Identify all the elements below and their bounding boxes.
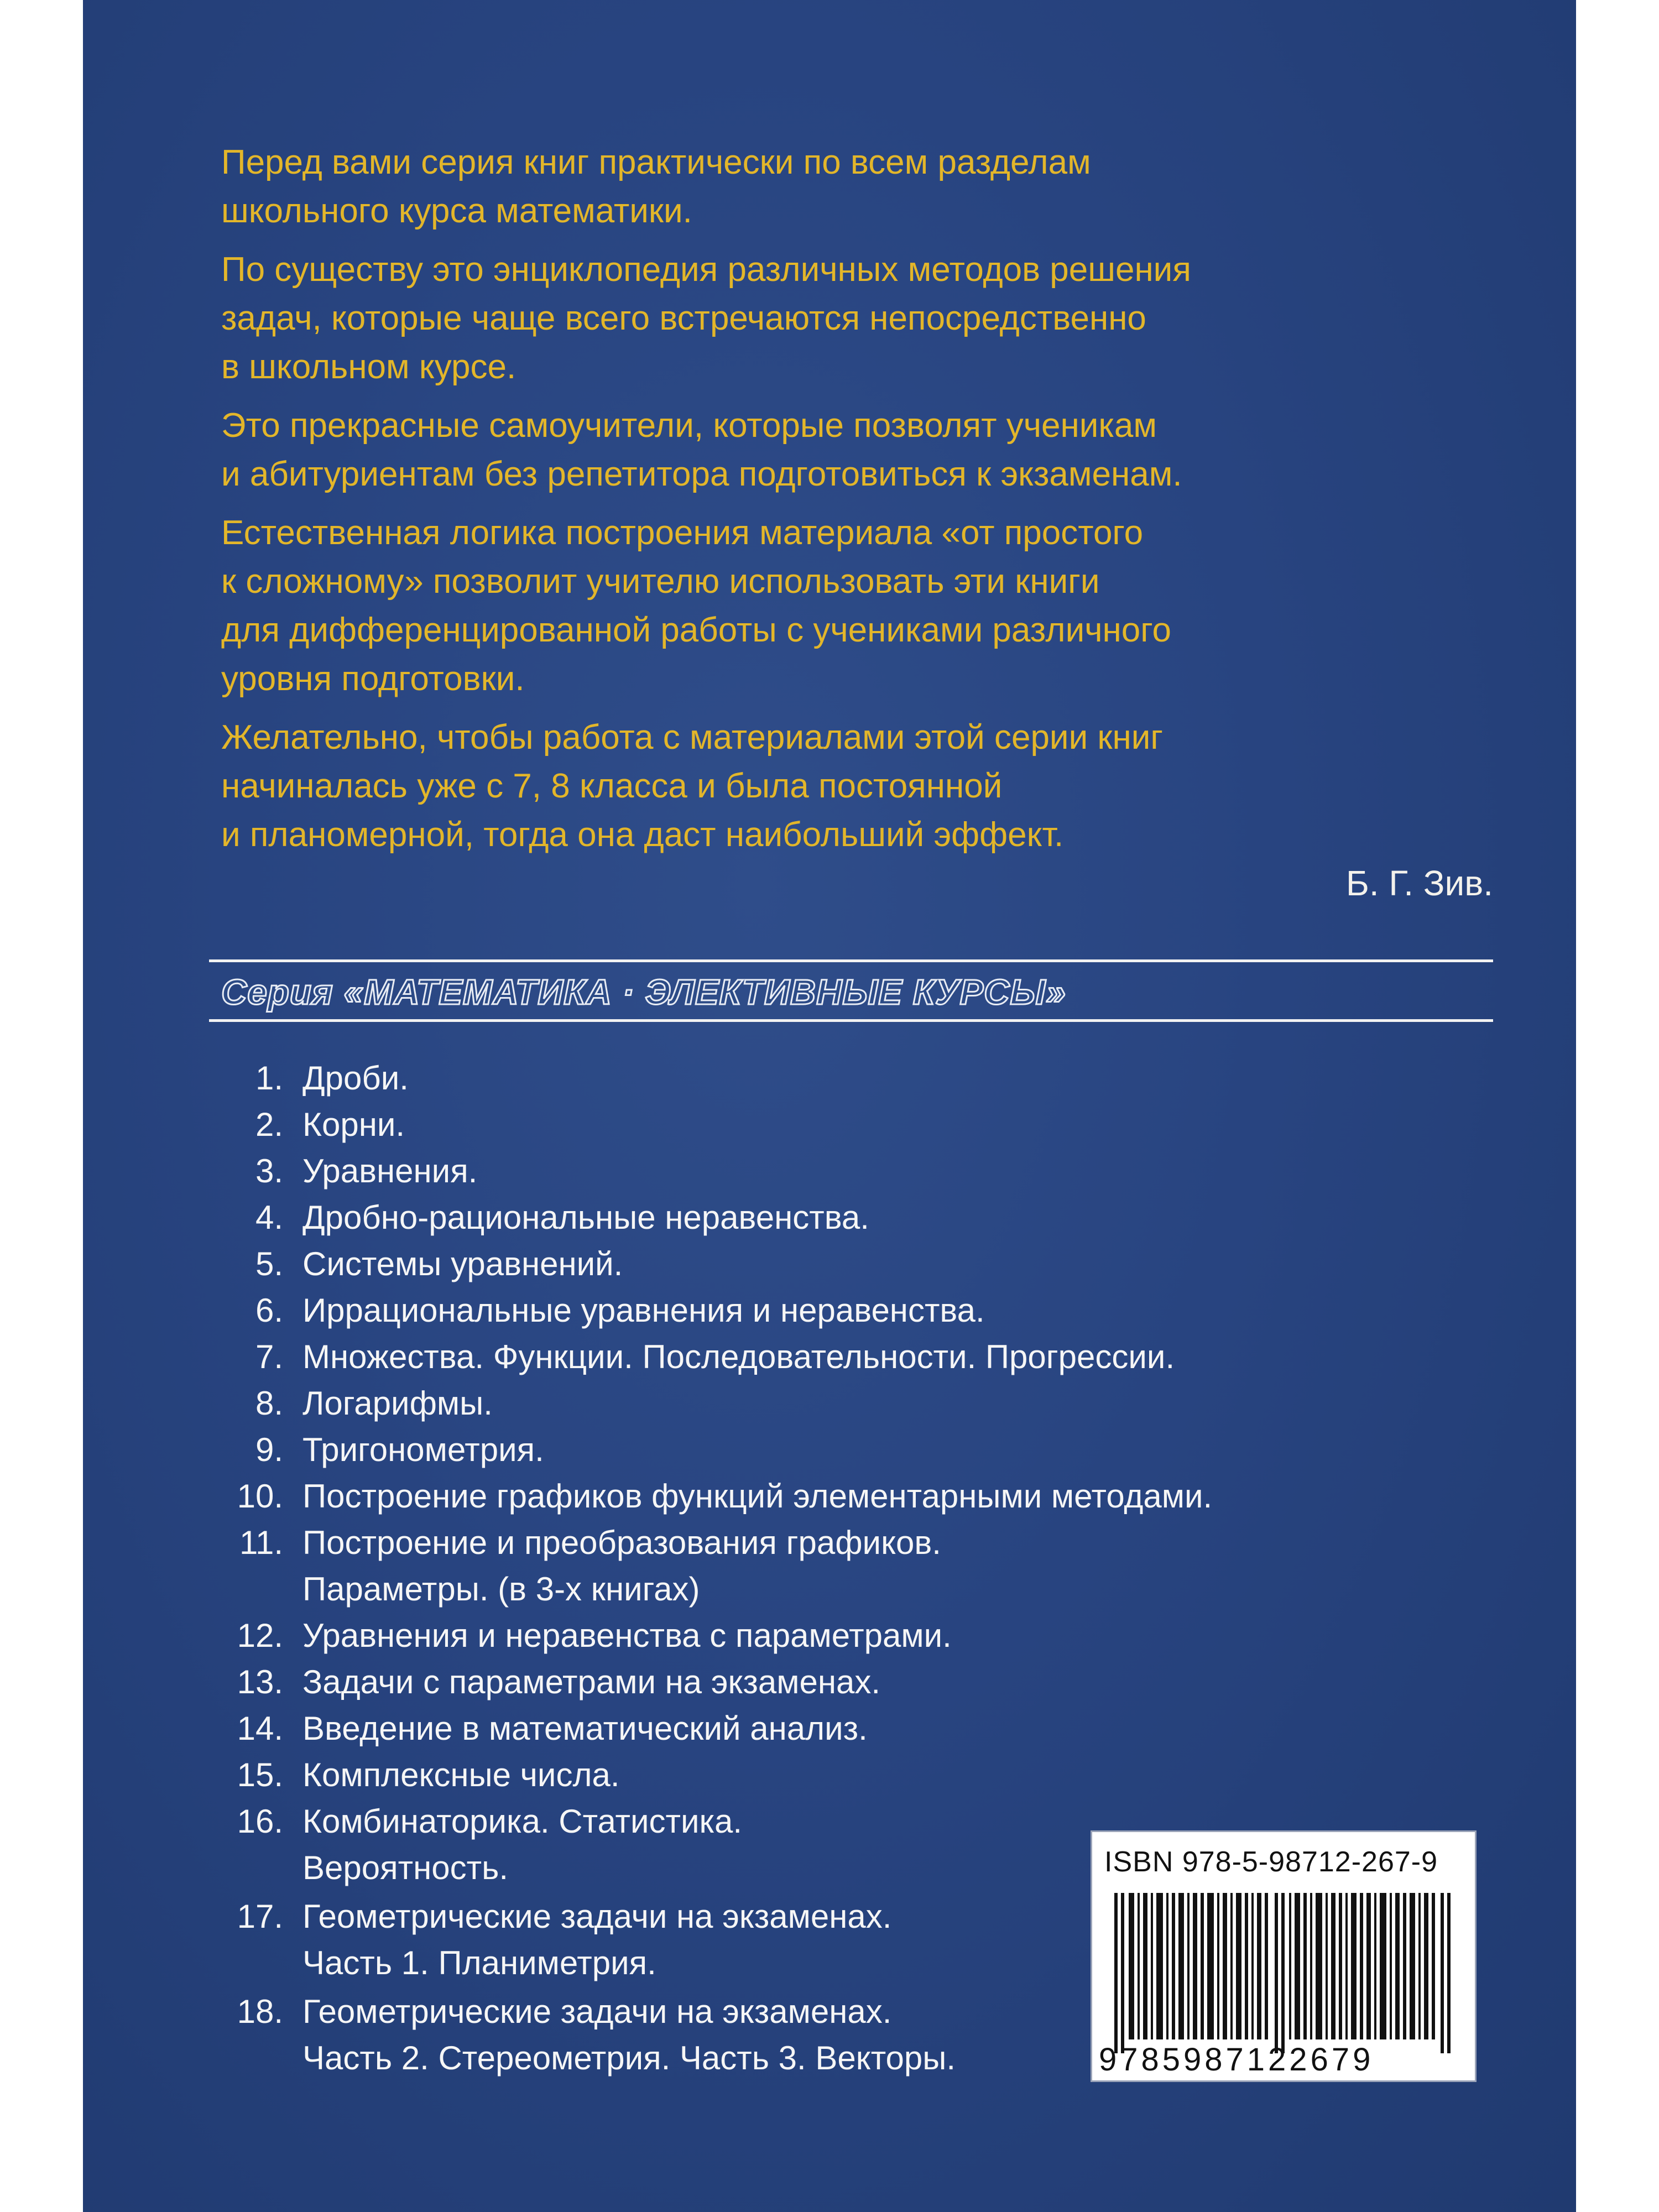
- author-signature: Б. Г. Зив.: [1345, 863, 1493, 903]
- item-number: 2.: [255, 1106, 283, 1143]
- item-number: 7.: [255, 1338, 283, 1375]
- item-title: Логарифмы.: [302, 1385, 493, 1422]
- item-title: Геометрические задачи на экзаменах. Часть 2. Стереометрия. Часть 3. Векторы.: [302, 1993, 956, 2077]
- list-item: [221, 1752, 1493, 1798]
- isbn-barcode-block: [1091, 1830, 1477, 2082]
- divider-top: [209, 959, 1493, 962]
- intro-paragraph: Это прекрасные самоучители, которые позволят ученикам и абитуриентам без репетитора подготовиться к экзаменам.: [221, 406, 1182, 493]
- intro-paragraph: Перед вами серия книг практически по всем разделам школьного курса математики.: [221, 143, 1091, 230]
- item-title: Множества. Функции. Последовательности. Прогрессии.: [302, 1338, 1175, 1375]
- list-item: [221, 1659, 1493, 1705]
- item-title: Системы уравнений.: [302, 1245, 623, 1282]
- item-number: 16.: [237, 1803, 283, 1840]
- list-item: [221, 1613, 1493, 1659]
- list-item: [221, 1520, 1493, 1613]
- item-number: 14.: [237, 1710, 283, 1747]
- list-item: [221, 1148, 1493, 1194]
- list-item: [221, 1055, 1493, 1102]
- item-title: Введение в математический анализ.: [302, 1710, 868, 1747]
- item-title: Дробно-рациональные неравенства.: [302, 1199, 869, 1236]
- item-number: 18.: [237, 1993, 283, 2030]
- item-title: Построение графиков функций элементарными методами.: [302, 1478, 1213, 1515]
- item-title: Тригонометрия.: [302, 1431, 544, 1468]
- item-title: Геометрические задачи на экзаменах. Часть 1. Планиметрия.: [302, 1898, 892, 1981]
- item-number: 3.: [255, 1152, 283, 1190]
- list-item: [221, 1334, 1493, 1380]
- item-title: Уравнения.: [302, 1152, 478, 1190]
- item-number: 8.: [255, 1385, 283, 1422]
- item-title: Построение и преобразования графиков. Параметры. (в 3-х книгах): [302, 1524, 941, 1608]
- item-number: 17.: [237, 1898, 283, 1935]
- list-item: [221, 1194, 1493, 1241]
- item-title: Уравнения и неравенства с параметрами.: [302, 1617, 952, 1654]
- item-title: Корни.: [302, 1106, 405, 1143]
- item-number: 15.: [237, 1756, 283, 1793]
- series-title: Серия «МАТЕМАТИКА · ЭЛЕКТИВНЫЕ КУРСЫ»: [221, 972, 1066, 1012]
- item-title: Иррациональные уравнения и неравенства.: [302, 1292, 985, 1329]
- item-title: Задачи с параметрами на экзаменах.: [302, 1663, 881, 1700]
- item-number: 6.: [255, 1292, 283, 1329]
- intro-text: [221, 138, 1493, 869]
- list-item: [221, 1102, 1493, 1148]
- barcode-icon: [1114, 1893, 1457, 2053]
- item-number: 11.: [239, 1524, 283, 1561]
- item-number: 4.: [255, 1199, 283, 1236]
- intro-paragraph: Естественная логика построения материала «от простого к сложному» позволит учителю использовать эти книги для дифференцированной работы с учениками различного уровня подготовки.: [221, 514, 1171, 698]
- item-title: Комбинаторика. Статистика. Вероятность.: [302, 1803, 743, 1886]
- item-number: 9.: [255, 1431, 283, 1468]
- divider-bottom: [209, 1019, 1493, 1022]
- list-item: [221, 1380, 1493, 1427]
- list-item: [221, 1427, 1493, 1473]
- item-number: 10.: [237, 1478, 283, 1515]
- barcode-digits: 9785987122679: [1099, 2042, 1374, 2078]
- intro-paragraph: По существу это энциклопедия различных методов решения задач, которые чаще всего встречаются непосредственно в школьном курсе.: [221, 251, 1191, 386]
- list-item: [221, 1287, 1493, 1334]
- item-title: Дроби.: [302, 1060, 409, 1097]
- item-number: 5.: [255, 1245, 283, 1282]
- list-item: [221, 1241, 1493, 1287]
- isbn-label: ISBN 978-5-98712-267-9: [1104, 1846, 1438, 1878]
- intro-paragraph: Желательно, чтобы работа с материалами этой серии книг начиналась уже с 7, 8 класса и была постоянной и планомерной, тогда она даст наибольший эффект.: [221, 718, 1164, 854]
- list-item: [221, 1473, 1493, 1520]
- item-title: Комплексные числа.: [302, 1756, 620, 1793]
- item-number: 13.: [237, 1663, 283, 1700]
- item-number: 1.: [255, 1060, 283, 1097]
- item-number: 12.: [237, 1617, 283, 1654]
- list-item: [221, 1705, 1493, 1752]
